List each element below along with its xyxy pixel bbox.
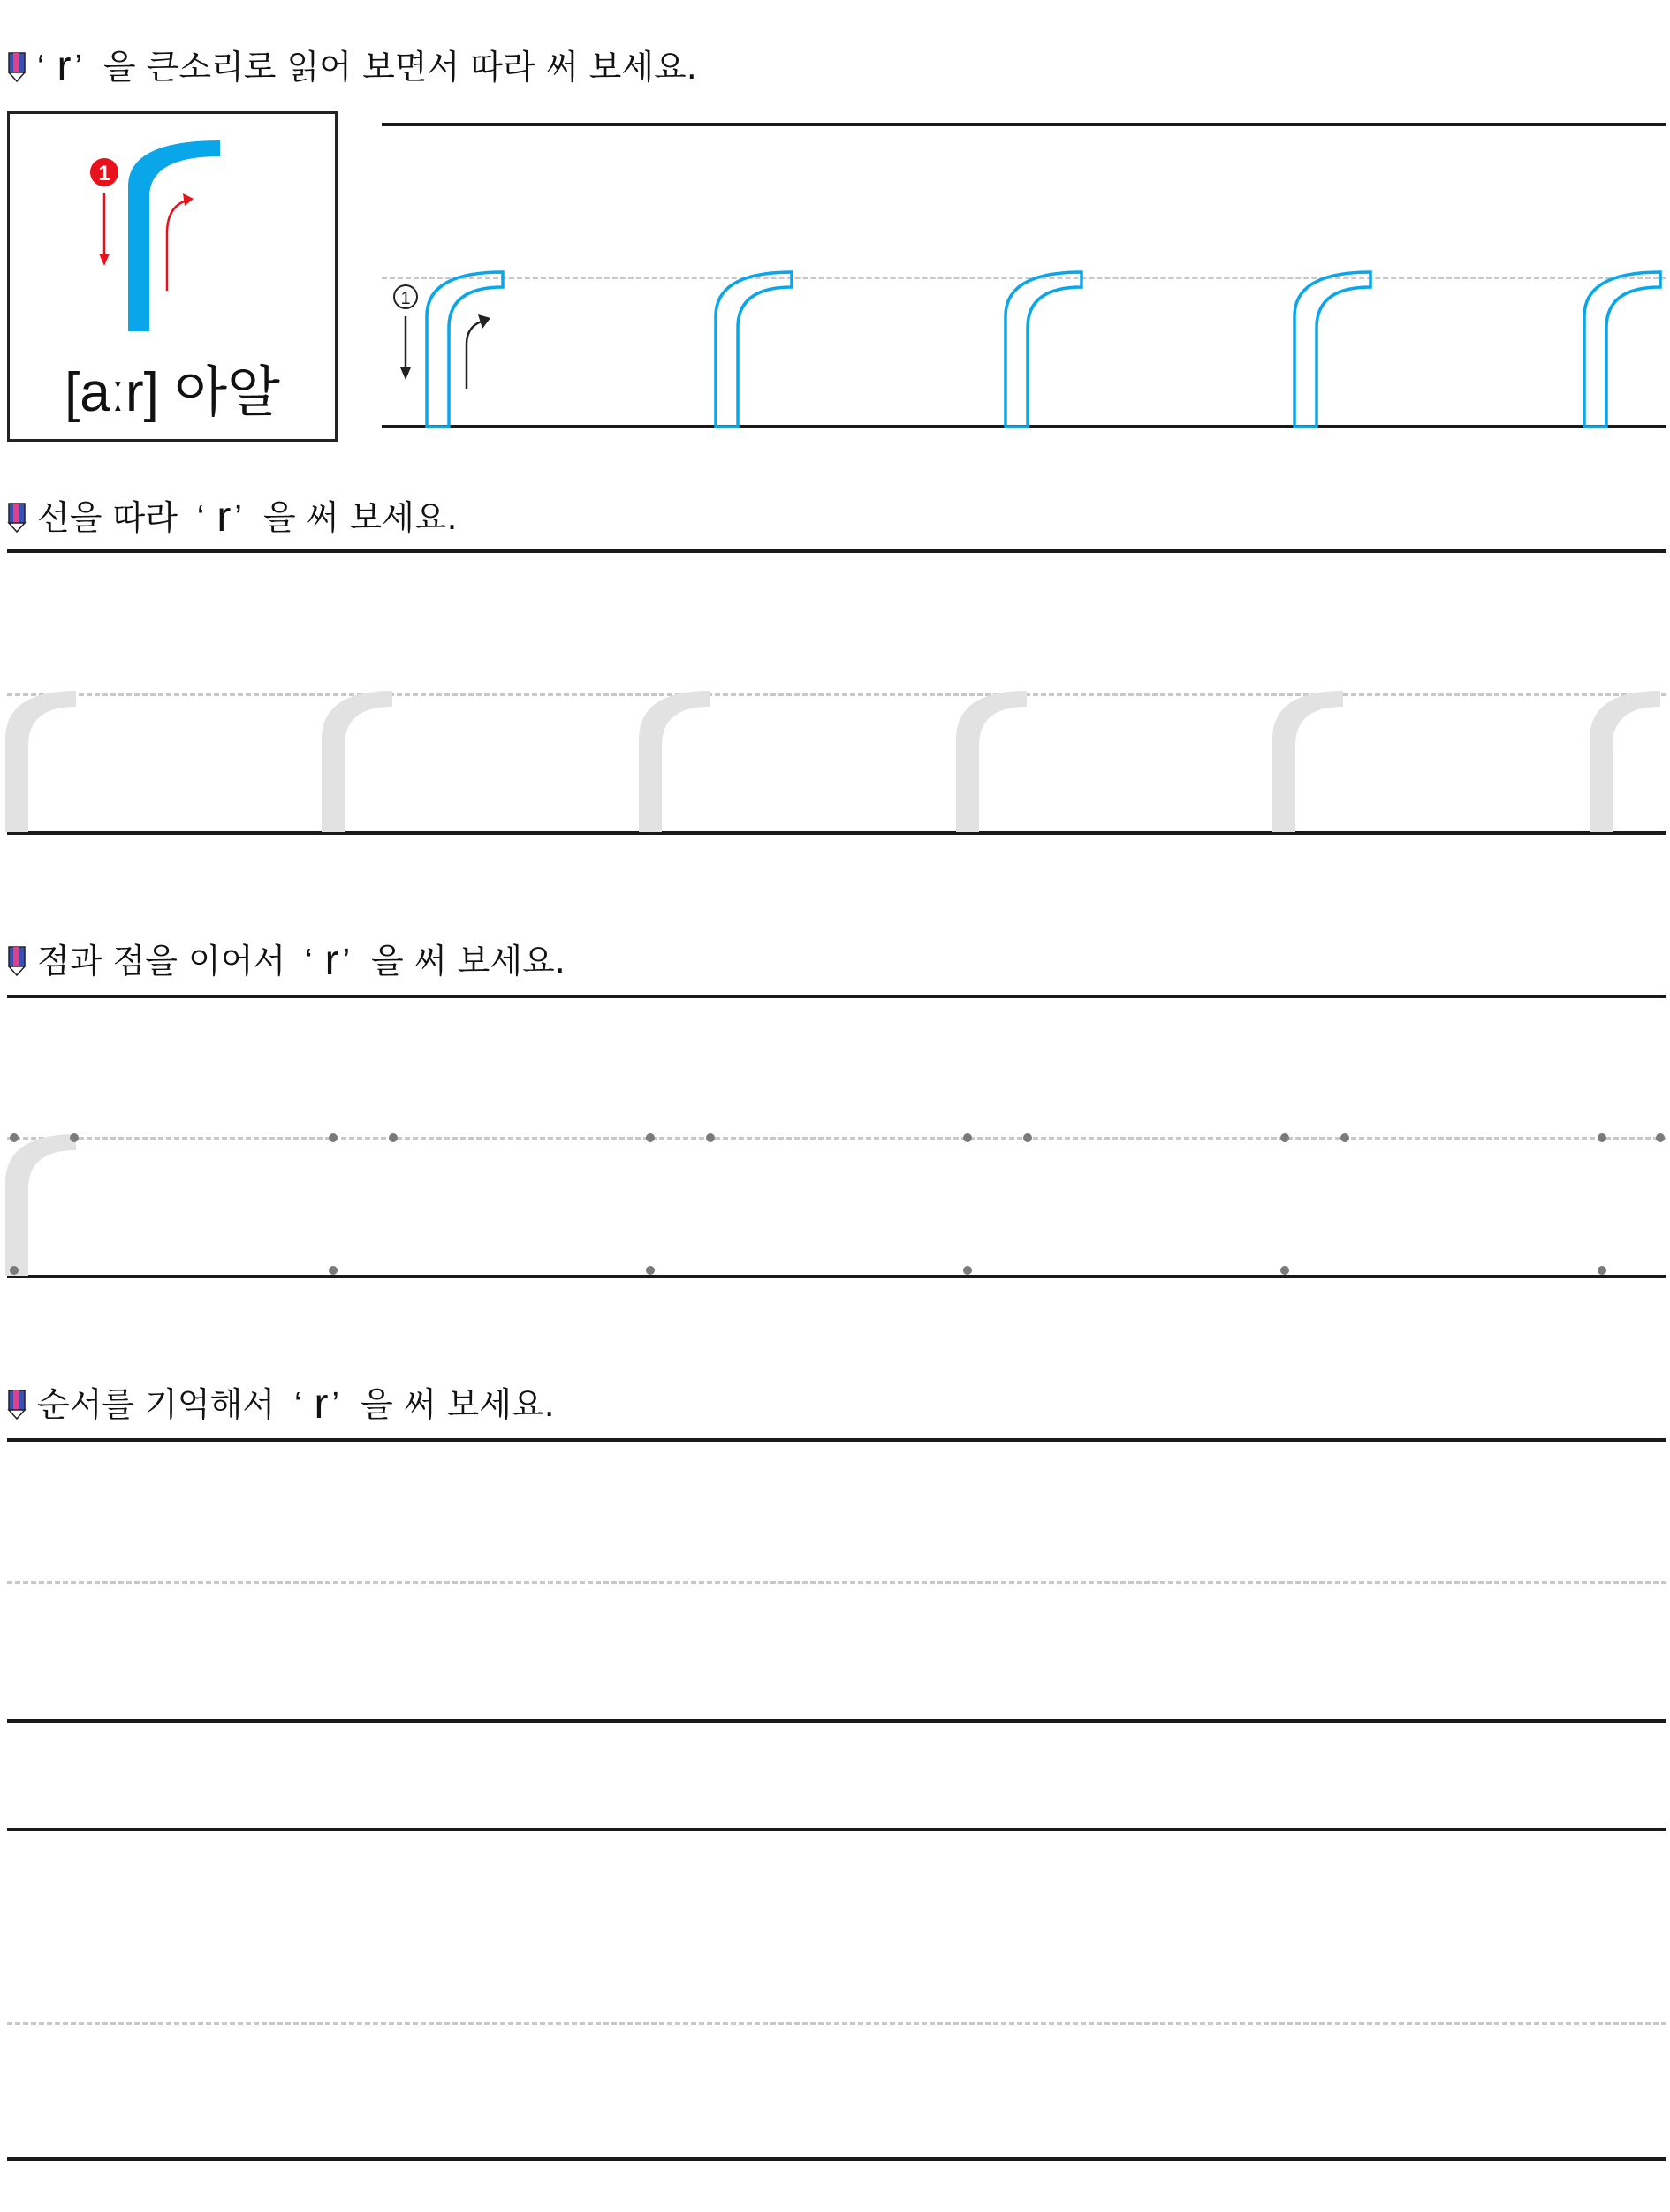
base-line[interactable]: [7, 1719, 1666, 1723]
target-letter: r: [216, 494, 232, 541]
guide-dot[interactable]: [1340, 1133, 1349, 1142]
mid-dashed-line[interactable]: [7, 2022, 1666, 2025]
guide-dot[interactable]: [329, 1133, 338, 1142]
guide-dot[interactable]: [1280, 1133, 1289, 1142]
close-quote: ’: [234, 499, 242, 536]
stroke-order-number: 1: [400, 289, 411, 308]
heading-prefix: 점과 점을 이어서: [37, 942, 286, 981]
guide-dot[interactable]: [389, 1133, 398, 1142]
open-quote: ‘: [37, 49, 45, 86]
guide-dot[interactable]: [1598, 1266, 1606, 1275]
target-letter: r: [324, 937, 339, 984]
target-letter: r: [314, 1381, 329, 1428]
guide-dot[interactable]: [706, 1133, 715, 1142]
guide-dot[interactable]: [963, 1133, 972, 1142]
open-quote: ‘: [196, 499, 205, 536]
guide-dot[interactable]: [646, 1266, 655, 1275]
trace-letter-r[interactable]: [5, 1134, 76, 1276]
stroke-number: 1: [98, 162, 110, 186]
guide-dot[interactable]: [963, 1266, 972, 1275]
guide-dot[interactable]: [1280, 1266, 1289, 1275]
target-letter: r: [57, 43, 72, 90]
guide-dot[interactable]: [1656, 1133, 1665, 1142]
close-quote: ’: [342, 943, 351, 980]
heading-prefix: 선을 따라: [37, 498, 178, 537]
heading-text: 을 써 보세요.: [360, 1385, 555, 1424]
close-quote: ’: [74, 49, 82, 86]
pronunciation: [aːr] 아알: [65, 362, 280, 423]
heading-text: 을 써 보세요.: [371, 942, 566, 981]
pencil-icon: [7, 1390, 27, 1420]
heading-text: 을 써 보세요.: [262, 498, 458, 537]
guide-dot[interactable]: [70, 1133, 79, 1142]
section-memory-heading: [7, 1383, 555, 1426]
open-quote: ‘: [294, 1386, 302, 1423]
open-quote: ‘: [305, 943, 313, 980]
guide-dot[interactable]: [646, 1133, 655, 1142]
heading-text: 을 큰소리로 읽어 보면서 따라 써 보세요.: [102, 48, 697, 87]
guide-dot[interactable]: [10, 1266, 19, 1275]
close-quote: ’: [331, 1386, 339, 1423]
heading-prefix: 순서를 기억해서: [37, 1385, 276, 1424]
guide-dot[interactable]: [329, 1266, 338, 1275]
guide-dot[interactable]: [1598, 1133, 1606, 1142]
guide-dot[interactable]: [1023, 1133, 1032, 1142]
mid-dashed-line[interactable]: [7, 1581, 1666, 1584]
base-line[interactable]: [7, 2157, 1666, 2161]
guide-dot[interactable]: [10, 1133, 19, 1142]
top-line[interactable]: [7, 1828, 1666, 1831]
top-line[interactable]: [7, 1438, 1666, 1442]
